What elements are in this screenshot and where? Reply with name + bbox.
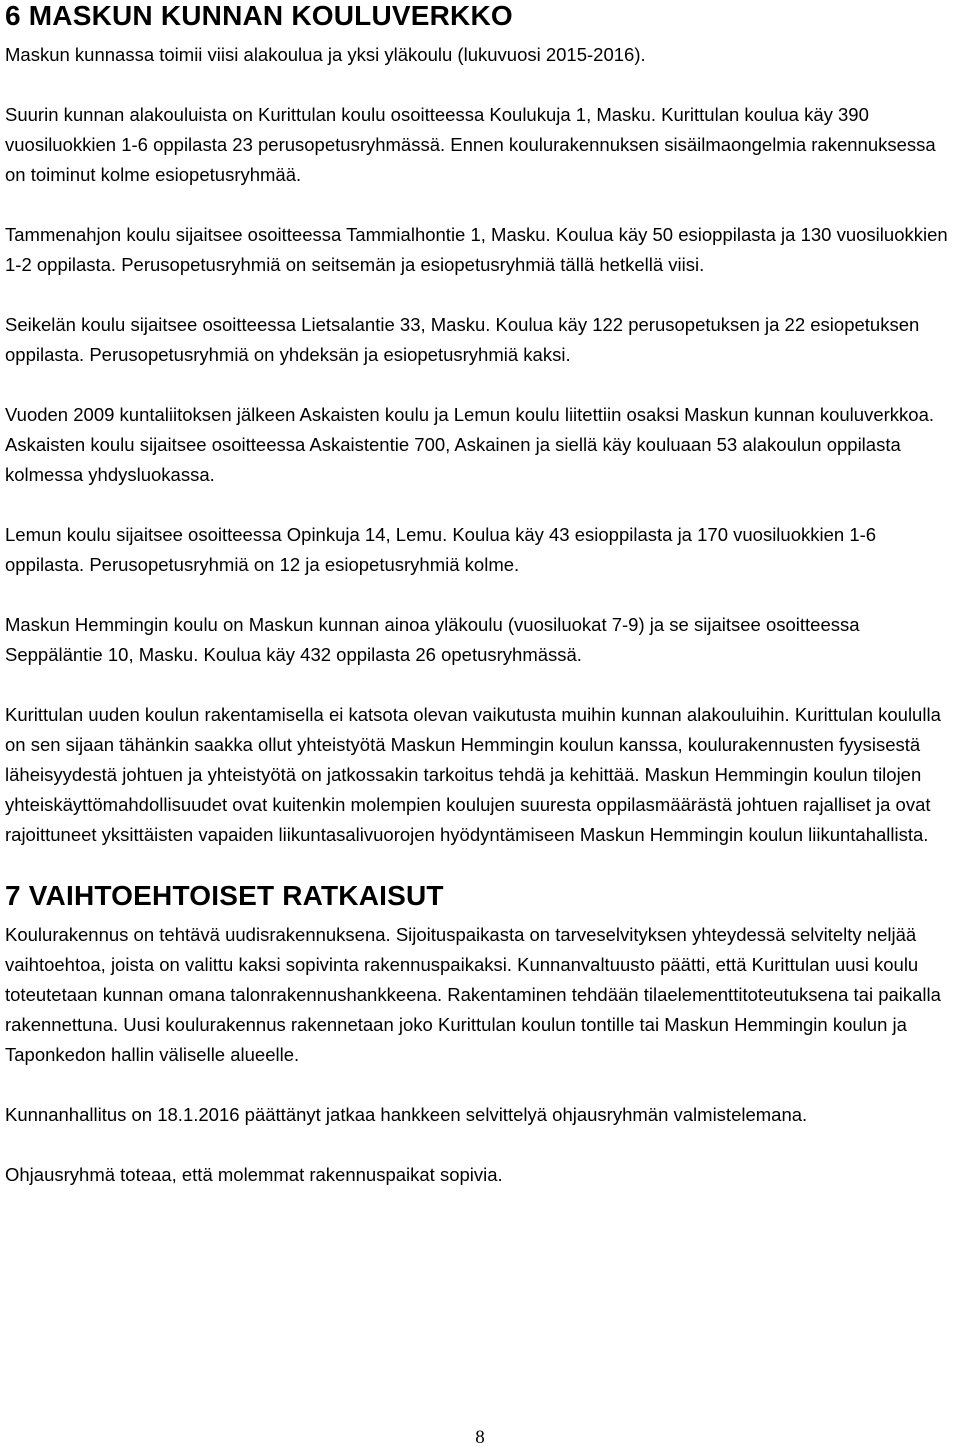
section-6-paragraph-5: Vuoden 2009 kuntaliitoksen jälkeen Askaisten koulu ja Lemun koulu liitettiin osaksi Maskun kunnan kouluverkkoa. Askaisten koulu sijaitsee osoitteessa Askaistentie 700, Askainen ja siellä käy kouluaan 53 alakoulun oppilasta kolmessa yhdysluokassa. (5, 404, 934, 485)
section-7-paragraph-2: Kunnanhallitus on 18.1.2016 päättänyt jatkaa hankkeen selvittelyä ohjausryhmän valmistelemana. (5, 1104, 808, 1125)
section-6-paragraph-7: Maskun Hemmingin koulu on Maskun kunnan ainoa yläkoulu (vuosiluokat 7-9) ja se sijaitsee osoitteessa Seppäläntie 10, Masku. Koulua käy 432 oppilasta 26 opetusryhmässä. (5, 614, 860, 665)
section-7-paragraph-3: Ohjausryhmä toteaa, että molemmat rakennuspaikat sopivia. (5, 1164, 503, 1185)
section-6-paragraph-4: Seikelän koulu sijaitsee osoitteessa Lietsalantie 33, Masku. Koulua käy 122 perusopetuksen ja 22 esiopetuksen oppilasta. Perusopetusryhmiä on yhdeksän ja esiopetusryhmiä kaksi. (5, 314, 920, 365)
section-6-paragraph-8: Kurittulan uuden koulun rakentamisella ei katsota olevan vaikutusta muihin kunnan alakouluihin. Kurittulan koululla on sen sijaan tähänkin saakka ollut yhteistyötä Maskun Hemmingin koulun kanssa, koulurakennusten fyysisestä läheisyydestä johtuen ja yhteistyötä on jatkossakin tarkoitus tehdä ja kehittää. Maskun Hemmingin koulun tilojen yhteiskäyttömahdollisuudet ovat kuitenkin molempien koulujen suuresta oppilasmäärästä johtuen rajalliset ja ovat rajoittuneet yksittäisten vapaiden liikuntasalivuorojen hyödyntämiseen Maskun Hemmingin koulun liikuntahallista. (5, 704, 941, 845)
section-6-paragraph-2: Suurin kunnan alakouluista on Kurittulan koulu osoitteessa Koulukuja 1, Masku. Kurittulan koulua käy 390 vuosiluokkien 1-6 oppilasta 23 perusopetusryhmässä. Ennen koulurakennuksen sisäilmaongelmia rakennuksessa on toiminut kolme esiopetusryhmää. (5, 104, 936, 185)
section-7-heading: 7 VAIHTOEHTOISET RATKAISUT (5, 880, 444, 911)
section-6-paragraph-3: Tammenahjon koulu sijaitsee osoitteessa Tammialhontie 1, Masku. Koulua käy 50 esioppilasta ja 130 vuosiluokkien 1-2 oppilasta. Perusopetusryhmiä on seitsemän ja esiopetusryhmiä tällä hetkellä viisi. (5, 224, 948, 275)
section-6-paragraph-6: Lemun koulu sijaitsee osoitteessa Opinkuja 14, Lemu. Koulua käy 43 esioppilasta ja 170 vuosiluokkien 1-6 oppilasta. Perusopetusryhmiä on 12 ja esiopetusryhmiä kolme. (5, 524, 877, 575)
section-6-paragraph-1: Maskun kunnassa toimii viisi alakoulua ja yksi yläkoulu (lukuvuosi 2015-2016). (5, 44, 646, 65)
document-page (5, 0, 955, 1190)
section-7-paragraph-1: Koulurakennus on tehtävä uudisrakennuksena. Sijoituspaikasta on tarveselvityksen yhteydessä selvitelty neljää vaihtoehtoa, joista on valittu kaksi sopivinta rakennuspaikaksi. Kunnanvaltuusto päätti, että Kurittulan uusi koulu toteutetaan kunnan omana talonrakennushankkeena. Rakentaminen tehdään tilaelementtitoteutuksena tai paikalla rakennettuna. Uusi koulurakennus rakennetaan joko Kurittulan koulun tontille tai Maskun Hemmingin koulun ja Taponkedon hallin väliselle alueelle. (5, 924, 941, 1065)
page-number: 8 (475, 1427, 485, 1448)
section-6-heading: 6 MASKUN KUNNAN KOULUVERKKO (5, 0, 513, 31)
